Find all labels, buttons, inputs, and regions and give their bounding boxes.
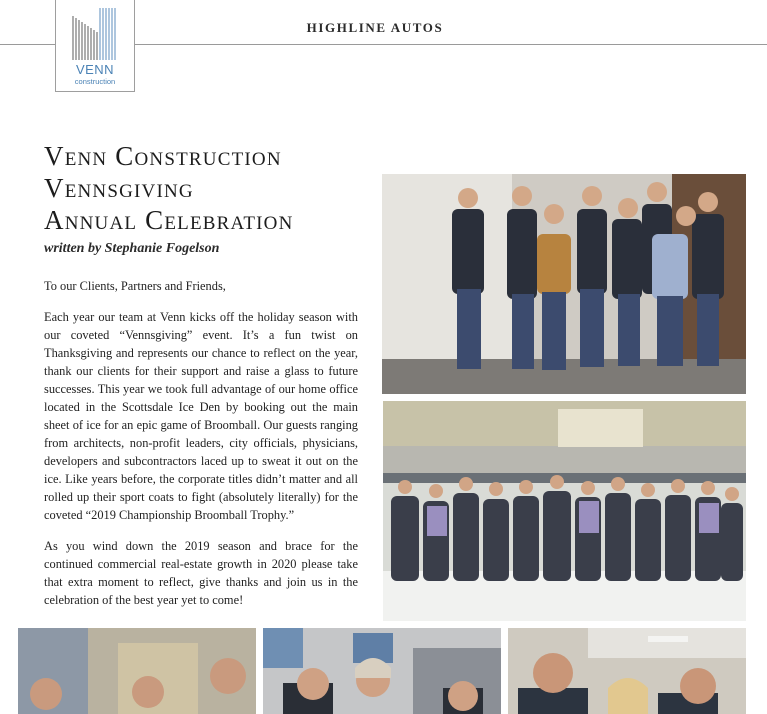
venn-logo bbox=[55, 0, 135, 92]
guests-photo-1 bbox=[18, 628, 256, 714]
logo-wordmark: VENN bbox=[75, 62, 115, 77]
publication-title: HIGHLINE AUTOS bbox=[306, 20, 444, 35]
salutation: To our Clients, Partners and Friends, bbox=[44, 279, 226, 293]
title-line-1: Venn Construction bbox=[44, 141, 282, 171]
ice-rink-group-photo bbox=[383, 401, 746, 621]
title-line-3: Annual Celebration bbox=[44, 205, 294, 235]
title-line-2: Vennsgiving bbox=[44, 173, 194, 203]
article-title bbox=[44, 140, 374, 236]
team-group-photo bbox=[382, 174, 746, 394]
guests-photo-2 bbox=[263, 628, 501, 714]
venn-logo-icon bbox=[71, 6, 119, 62]
byline: written by Stephanie Fogelson bbox=[44, 241, 220, 256]
guests-photo-3 bbox=[508, 628, 746, 714]
logo-subtitle: construction bbox=[74, 77, 116, 86]
body-paragraph-1: Each year our team at Venn kicks off the holiday season with our coveted “Vennsgiving” event. It’s a fun twist on Thanksgiving and represents our chance to reflect on the year, thank our clients for their support and raise a glass to future successes. This year we took full advantage of our home office located in the Scottsdale Ice Den by booking out the main sheet of ice for an epic game of Broomball. Our guests ranging from architects, non-profit leaders, city officials, physicians, developers and subcontractors laced up to sweat it out on the ice. Like years before, the corporate titles didn’t matter and all rolled up their sport coats to fight (absolutely literally) for the coveted “2019 Championship Broomball Trophy.” bbox=[44, 310, 358, 522]
body-paragraph-2: As you wind down the 2019 season and brace for the continued commercial real-estate growth in 2020 please take that extra moment to reflect, give thanks and join us in the celebration of the best year yet to come! bbox=[44, 539, 358, 607]
